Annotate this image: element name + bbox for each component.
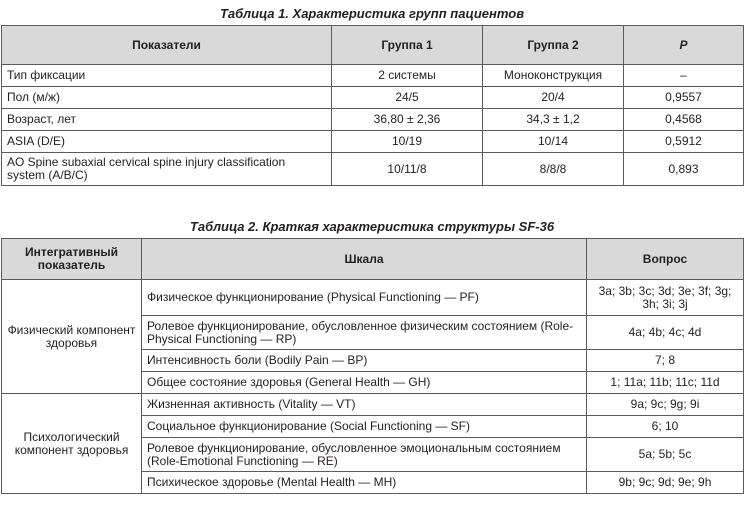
- scale-name: Ролевое функционирование, обусловленное физическим состоянием (Role-Physical Functioning — RP): [142, 316, 587, 350]
- p-value: 0,5912: [624, 131, 744, 153]
- group-name: Физический компонент здоровья: [2, 280, 142, 394]
- p-value: 0,4568: [624, 109, 744, 131]
- header-integrative-indicator: Интегративный показатель: [2, 239, 142, 280]
- table-row: [2, 65, 744, 87]
- group-2-value: 34,3 ± 1,2: [483, 109, 624, 131]
- row-label: Тип фиксации: [2, 65, 332, 87]
- table2-header-row: [2, 239, 744, 280]
- table1-caption: Таблица 1. Характеристика групп пациентов: [219, 6, 525, 21]
- question-codes: 3a; 3b; 3c; 3d; 3e; 3f; 3g; 3h; 3i; 3j: [587, 280, 744, 316]
- scale-name: Физическое функционирование (Physical Functioning — PF): [142, 280, 587, 316]
- scale-name: Психическое здоровье (Mental Health — MH): [142, 472, 587, 494]
- question-codes: 6; 10: [587, 416, 744, 438]
- table-row: [2, 394, 744, 416]
- question-codes: 4a; 4b; 4c; 4d: [587, 316, 744, 350]
- group-2-value: Моноконструкция: [483, 65, 624, 87]
- header-indicators: Показатели: [2, 26, 332, 65]
- table-row: [2, 131, 744, 153]
- group-1-value: 2 системы: [332, 65, 483, 87]
- group-1-value: 24/5: [332, 87, 483, 109]
- table1-header-row: [2, 26, 744, 65]
- table2-caption: Таблица 2. Краткая характеристика структуры SF-36: [189, 219, 555, 234]
- header-scale: Шкала: [142, 239, 587, 280]
- table-row: [2, 87, 744, 109]
- scale-name: Социальное функционирование (Social Functioning — SF): [142, 416, 587, 438]
- group-1-value: 10/19: [332, 131, 483, 153]
- p-value: –: [624, 65, 744, 87]
- question-codes: 1; 11a; 11b; 11c; 11d: [587, 372, 744, 394]
- scale-name: Ролевое функционирование, обусловленное эмоциональным состоянием (Role-Emotional Functioning — RE): [142, 438, 587, 472]
- table-row: [2, 153, 744, 186]
- sf36-structure-table: [1, 238, 744, 494]
- group-name: Психологический компонент здоровья: [2, 394, 142, 494]
- header-p: P: [624, 26, 744, 65]
- scale-name: Общее состояние здоровья (General Health — GH): [142, 372, 587, 394]
- row-label: Пол (м/ж): [2, 87, 332, 109]
- row-label: Возраст, лет: [2, 109, 332, 131]
- scale-name: Жизненная активность (Vitality — VT): [142, 394, 587, 416]
- table-row: [2, 109, 744, 131]
- row-label: ASIA (D/E): [2, 131, 332, 153]
- group-2-value: 20/4: [483, 87, 624, 109]
- group-2-value: 8/8/8: [483, 153, 624, 186]
- row-label: AO Spine subaxial cervical spine injury classification system (A/B/C): [2, 153, 332, 186]
- table-row: [2, 280, 744, 316]
- header-group-1: Группа 1: [332, 26, 483, 65]
- p-value: 0,893: [624, 153, 744, 186]
- header-group-2: Группа 2: [483, 26, 624, 65]
- question-codes: 5a; 5b; 5c: [587, 438, 744, 472]
- group-2-value: 10/14: [483, 131, 624, 153]
- patient-groups-table: [1, 25, 744, 186]
- question-codes: 9a; 9c; 9g; 9i: [587, 394, 744, 416]
- p-value: 0,9557: [624, 87, 744, 109]
- question-codes: 9b; 9c; 9d; 9e; 9h: [587, 472, 744, 494]
- group-1-value: 10/11/8: [332, 153, 483, 186]
- scale-name: Интенсивность боли (Bodily Pain — BP): [142, 350, 587, 372]
- header-question: Вопрос: [587, 239, 744, 280]
- question-codes: 7; 8: [587, 350, 744, 372]
- group-1-value: 36,80 ± 2,36: [332, 109, 483, 131]
